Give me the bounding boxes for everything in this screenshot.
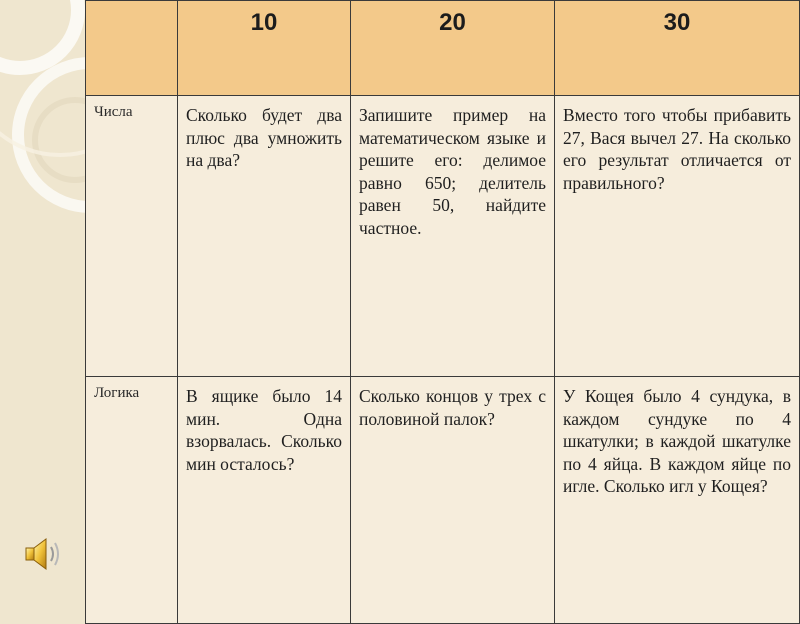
question-numbers-20[interactable]: Запишите пример на математическом языке и решите его: делимое равно 650; делитель равен 50, найдите частное. [351,96,555,377]
category-logic: Логика [86,377,178,624]
header-points-20[interactable]: 20 [351,1,555,96]
header-corner-cell [86,1,178,96]
header-points-30[interactable]: 30 [555,1,800,96]
question-logic-10[interactable]: В ящике было 14 мин. Одна взорвалась. Сколько мин осталось? [178,377,351,624]
quiz-table [85,0,800,624]
question-logic-30[interactable]: У Кощея было 4 сундука, в каждом сундуке по 4 шкатулки; в каждой шкатулке по 4 яйца. В каждом яйце по игле. Сколько игл у Кощея? [555,377,800,624]
question-numbers-30[interactable]: Вместо того чтобы прибавить 27, Вася вычел 27. На сколько его результат отличается от правильного? [555,96,800,377]
table-row [86,377,800,624]
category-numbers: Числа [86,96,178,377]
question-numbers-10[interactable]: Сколько будет два плюс два умножить на два? [178,96,351,377]
question-logic-20[interactable]: Сколько концов у трех с половиной палок? [351,377,555,624]
header-points-10[interactable]: 10 [178,1,351,96]
speaker-icon[interactable] [22,536,66,572]
header-row [86,1,800,96]
table-row [86,96,800,377]
